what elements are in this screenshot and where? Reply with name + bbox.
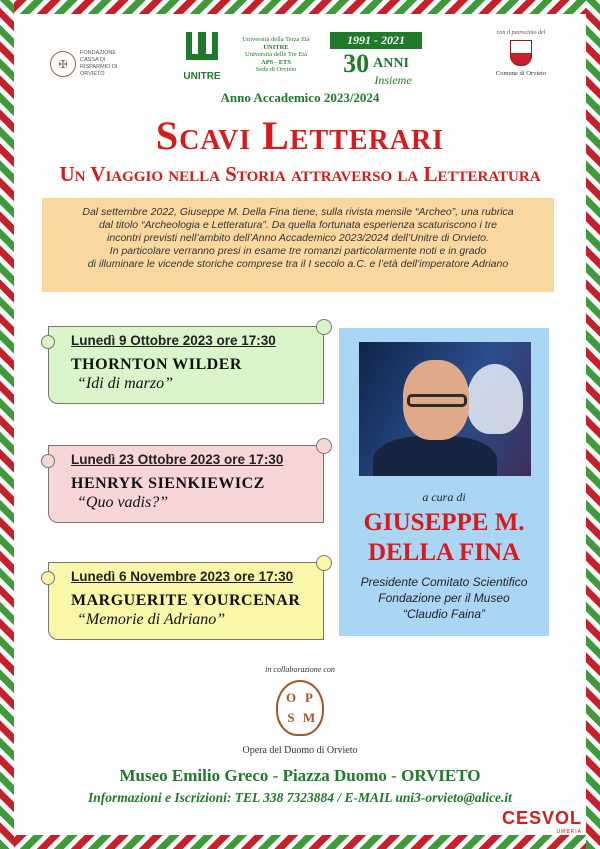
header (40, 28, 560, 90)
speaker-role (339, 574, 549, 622)
opera-logo-letter: O (285, 690, 297, 705)
contact-info: Informazioni e Iscrizioni: TEL 338 7323884 / E-MAIL uni3-orvieto@alice.it (88, 790, 512, 805)
academic-year: Anno Accademico 2023/2024 (220, 90, 380, 105)
speaker-name-line2: DELLA FINA (367, 539, 521, 566)
event-author: HENRYK SIENKIEWICZ (71, 475, 265, 492)
event-scroll-1 (48, 326, 324, 404)
comune-logo (486, 30, 556, 77)
venue-museum: Museo Emilio Greco (119, 766, 269, 785)
speaker-photo (359, 342, 531, 476)
event-book: “Memorie di Adriano” (77, 611, 226, 628)
venue-square: Piazza Duomo (282, 766, 387, 785)
unitre-line4: APS - ETS (261, 58, 291, 66)
anniversary-number: 30 (343, 49, 370, 78)
patrocinio-label: con il patrocinio del (496, 30, 546, 36)
intro-line: incontri previsti nell’ambito dell’Anno Accademico 2023/2024 dell’Unitre di Orvieto. (107, 232, 489, 244)
event-date: Lunedì 23 Ottobre 2023 ore 17:30 (71, 452, 284, 467)
opera-duomo-logo (276, 680, 324, 736)
unitre-line3: Università delle Tre Età (245, 51, 307, 59)
anniversary-badge (330, 32, 422, 88)
collaboration-label: in collaborazione con (265, 665, 335, 674)
comune-crest-icon (510, 40, 532, 66)
fondazione-seal-icon: ✠ (50, 51, 76, 77)
page-subtitle: Un Viaggio nella Storia attraverso la Letteratura (59, 162, 541, 186)
decorative-border-bottom (0, 835, 600, 849)
speaker-role-line: “Claudio Faina” (402, 607, 486, 621)
venue-separator: - (268, 766, 283, 785)
unitre-logo-label: UNITRE (183, 71, 221, 82)
cesvol-label: CESVOL (501, 808, 582, 828)
page-title: Scavi Letterari (155, 113, 445, 158)
venue-city: ORVIETO (401, 766, 481, 785)
cesvol-sub-label: UMBRIA (556, 829, 582, 835)
event-author: MARGUERITE YOURCENAR (71, 592, 301, 609)
unitre-text (228, 32, 324, 82)
unitre-line2: UNITRE (263, 43, 289, 51)
intro-line: Dal settembre 2022, Giuseppe M. Della Fina tiene, sulla rivista mensile “Archeo”, una rubrica (82, 206, 514, 218)
venue-separator: - (386, 766, 402, 785)
intro-line: dal titolo “Archeologia e Letteratura”. Da quella fortunata esperienza scaturiscono i tre (98, 219, 498, 231)
opera-logo-letter: S (287, 710, 295, 725)
unitre-mark-icon (180, 32, 224, 82)
event-book: “Idi di marzo” (77, 375, 174, 392)
speaker-cura: a cura di (422, 490, 466, 504)
decorative-border-top (0, 0, 600, 14)
fondazione-logo (50, 50, 134, 78)
anniversary-years: 1991 - 2021 (330, 32, 422, 49)
speaker-name (339, 508, 549, 568)
anniversary-word: ANNI (373, 56, 409, 71)
anniversary-insieme: Insieme (374, 73, 412, 87)
event-date: Lunedì 9 Ottobre 2023 ore 17:30 (71, 333, 276, 348)
event-scroll-3 (48, 562, 324, 640)
intro-line: di illuminare le vicende storiche comprese tra il I secolo a.C. e l’età dell’imperatore Adriano (87, 258, 509, 270)
speaker-role-line: Presidente Comitato Scientifico (360, 575, 528, 589)
cesvol-logo (502, 808, 582, 835)
event-date: Lunedì 6 Novembre 2023 ore 17:30 (71, 569, 294, 584)
opera-logo-letter: M (302, 710, 316, 725)
event-scroll-2 (48, 445, 324, 523)
intro-box (42, 198, 554, 292)
intro-line: In particolare verranno presi in esame tre romanzi particolarmente noti e in grado (109, 245, 487, 257)
comune-label: Comune di Orvieto (495, 70, 547, 77)
unitre-line5: Sede di Orvieto (255, 66, 297, 74)
opera-duomo-label: Opera del Duomo di Orvieto (242, 745, 358, 756)
unitre-line1: Università della Terza Età (242, 36, 310, 43)
event-book: “Quo vadis?” (77, 494, 169, 511)
event-author: THORNTON WILDER (71, 356, 242, 373)
speaker-panel (339, 328, 549, 636)
unitre-logo (180, 32, 324, 82)
fondazione-label: FONDAZIONE CASSA DI RISPARMIO DI ORVIETO (80, 50, 118, 77)
speaker-role-line: Fondazione per il Museo (378, 591, 510, 605)
venue (0, 766, 600, 786)
opera-logo-letter: P (305, 690, 313, 705)
speaker-name-line1: GIUSEPPE M. (363, 509, 525, 536)
